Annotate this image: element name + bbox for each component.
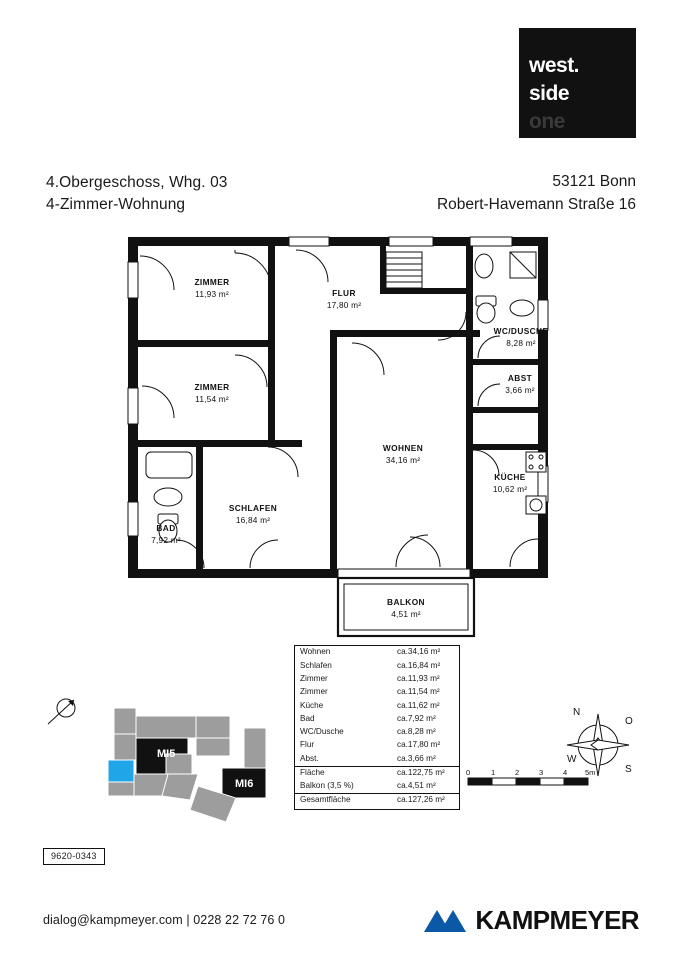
room-label-wohnen bbox=[367, 443, 439, 467]
room-name: ABST bbox=[507, 373, 533, 383]
scale-tick-3: 3 bbox=[539, 768, 544, 777]
kampmeyer-logo bbox=[424, 905, 639, 936]
keyplan-unit-mi6: MI6 bbox=[235, 778, 254, 790]
site-key-plan bbox=[40, 690, 290, 830]
brand-text: KAMPMEYER bbox=[475, 905, 639, 935]
table-row-balcony bbox=[295, 780, 459, 794]
footer-contact[interactable]: dialog@kampmeyer.com | 0228 22 72 76 0 bbox=[43, 913, 286, 927]
room-name: BALKON bbox=[387, 597, 425, 607]
sum-label: Fläche bbox=[295, 766, 395, 780]
room-name: SCHLAFEN bbox=[228, 503, 278, 513]
area-value: ca.16,84 m² bbox=[397, 660, 441, 670]
scale-tick-5: 5m bbox=[585, 768, 596, 777]
room-area: 34,16 m² bbox=[385, 454, 421, 465]
room-area: 16,84 m² bbox=[235, 514, 271, 525]
sum-value: ca.122,75 m² bbox=[395, 766, 459, 780]
postal-city: 53121 Bonn bbox=[552, 173, 636, 190]
keyplan-unit-mi5: MI5 bbox=[157, 748, 176, 760]
room-name: KÜCHE bbox=[494, 472, 526, 482]
scale-tick-0: 0 bbox=[466, 768, 471, 777]
table-row-sum bbox=[295, 766, 459, 780]
room-area: 8,28 m² bbox=[506, 337, 536, 348]
room-name: WOHNEN bbox=[382, 443, 424, 453]
area-label: Flur bbox=[300, 740, 315, 750]
compass-n: N bbox=[573, 707, 581, 718]
area-label: Zimmer bbox=[300, 687, 328, 697]
logo-line-1: west. bbox=[529, 54, 580, 77]
room-area: 7,92 m² bbox=[151, 534, 181, 545]
area-schedule-table bbox=[294, 645, 460, 810]
table-row bbox=[295, 646, 459, 659]
room-name: WC/DUSCHE bbox=[493, 326, 549, 336]
table-row-total bbox=[295, 794, 459, 809]
area-value: ca.3,66 m² bbox=[397, 753, 436, 763]
plan-code: 9620-0343 bbox=[43, 848, 105, 865]
room-name: ZIMMER bbox=[194, 277, 230, 287]
room-label-wc-dusche bbox=[482, 326, 560, 350]
room-label-zimmer-2 bbox=[169, 382, 255, 406]
area-label: WC/Dusche bbox=[300, 727, 344, 737]
room-area: 17,80 m² bbox=[326, 299, 362, 310]
area-value: ca.11,62 m² bbox=[397, 700, 440, 710]
table-row bbox=[295, 659, 459, 672]
room-name: BAD bbox=[156, 523, 176, 533]
room-name: FLUR bbox=[332, 288, 356, 298]
room-label-abst bbox=[487, 373, 553, 397]
floor-line: 4.Obergeschoss, Whg. 03 bbox=[46, 174, 228, 191]
table-row bbox=[295, 699, 459, 712]
room-area: 3,66 m² bbox=[505, 384, 535, 395]
table-row bbox=[295, 726, 459, 739]
compass-o: O bbox=[625, 716, 633, 727]
room-label-bad bbox=[136, 523, 196, 547]
area-value: ca.11,93 m² bbox=[397, 673, 440, 683]
total-value: ca.127,26 m² bbox=[395, 794, 459, 809]
total-label: Gesamtfläche bbox=[295, 794, 395, 809]
logo-line-3: one bbox=[529, 110, 565, 133]
room-label-schlafen bbox=[212, 503, 294, 527]
balcony-value: ca.4,51 m² bbox=[397, 781, 436, 791]
logo-line-2: side bbox=[529, 82, 570, 105]
compass-s: S bbox=[625, 764, 632, 775]
room-label-zimmer-1 bbox=[169, 277, 255, 301]
compass-w: W bbox=[567, 754, 577, 765]
table-row bbox=[295, 686, 459, 699]
area-value: ca.34,16 m² bbox=[397, 647, 441, 657]
room-area: 11,93 m² bbox=[195, 288, 229, 299]
scale-tick-2: 2 bbox=[515, 768, 520, 777]
room-label-kueche bbox=[475, 472, 545, 496]
area-value: ca.11,54 m² bbox=[397, 687, 440, 697]
table-row bbox=[295, 739, 459, 752]
kampmeyer-mark-icon bbox=[424, 906, 466, 936]
room-area: 4,51 m² bbox=[391, 608, 421, 619]
area-label: Wohnen bbox=[300, 647, 331, 657]
street-address: Robert-Havemann Straße 16 bbox=[436, 196, 636, 214]
table-row bbox=[295, 752, 459, 766]
apartment-type-line: 4-Zimmer-Wohnung bbox=[46, 196, 186, 214]
room-label-balkon bbox=[366, 597, 446, 621]
area-label: Zimmer bbox=[300, 673, 328, 683]
room-label-flur bbox=[305, 288, 383, 312]
scale-tick-1: 1 bbox=[491, 768, 496, 777]
balcony-label: Balkon (3,5 %) bbox=[300, 781, 354, 791]
area-label: Abst. bbox=[300, 753, 319, 763]
room-area: 10,62 m² bbox=[492, 483, 528, 494]
area-label: Küche bbox=[300, 700, 324, 710]
table-row bbox=[295, 673, 459, 686]
table-row bbox=[295, 712, 459, 725]
room-area: 11,54 m² bbox=[195, 393, 229, 404]
room-name: ZIMMER bbox=[194, 382, 230, 392]
scale-tick-4: 4 bbox=[563, 768, 568, 777]
area-value: ca.7,92 m² bbox=[397, 713, 436, 723]
area-value: ca.17,80 m² bbox=[397, 740, 441, 750]
area-label: Schlafen bbox=[300, 660, 332, 670]
area-label: Bad bbox=[300, 713, 315, 723]
area-value: ca.8,28 m² bbox=[397, 727, 436, 737]
